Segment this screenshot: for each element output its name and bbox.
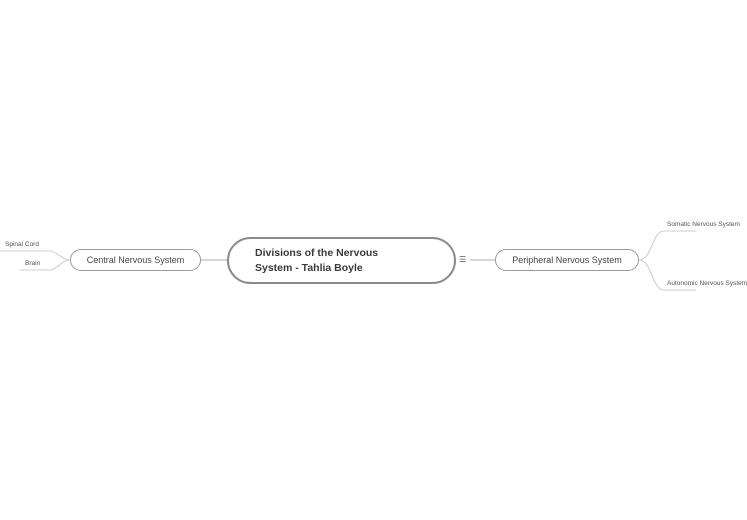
subtopic-label: Autonomic Nervous System xyxy=(667,279,747,287)
root-topic[interactable] xyxy=(227,237,456,284)
topic-central-nervous-system[interactable] xyxy=(70,249,201,271)
subtopic-somatic-nervous-system[interactable] xyxy=(667,219,740,229)
connector-pns-somatic xyxy=(639,231,696,260)
subtopic-label: Spinal Cord xyxy=(5,240,39,248)
subtopic-spinal-cord[interactable] xyxy=(5,239,39,249)
note-icon[interactable]: ☰ xyxy=(459,255,467,264)
subtopic-brain[interactable] xyxy=(25,258,40,268)
subtopic-label: Brain xyxy=(25,259,41,267)
subtopic-autonomic-nervous-system[interactable] xyxy=(667,278,747,288)
subtopic-label: Somatic Nervous System xyxy=(667,220,740,228)
topic-peripheral-nervous-system[interactable] xyxy=(495,249,639,271)
topic-label: Central Nervous System xyxy=(86,255,185,265)
root-topic-label: Divisions of the Nervous System - Tahlia Boyle xyxy=(255,246,379,274)
topic-label: Peripheral Nervous System xyxy=(512,255,622,265)
